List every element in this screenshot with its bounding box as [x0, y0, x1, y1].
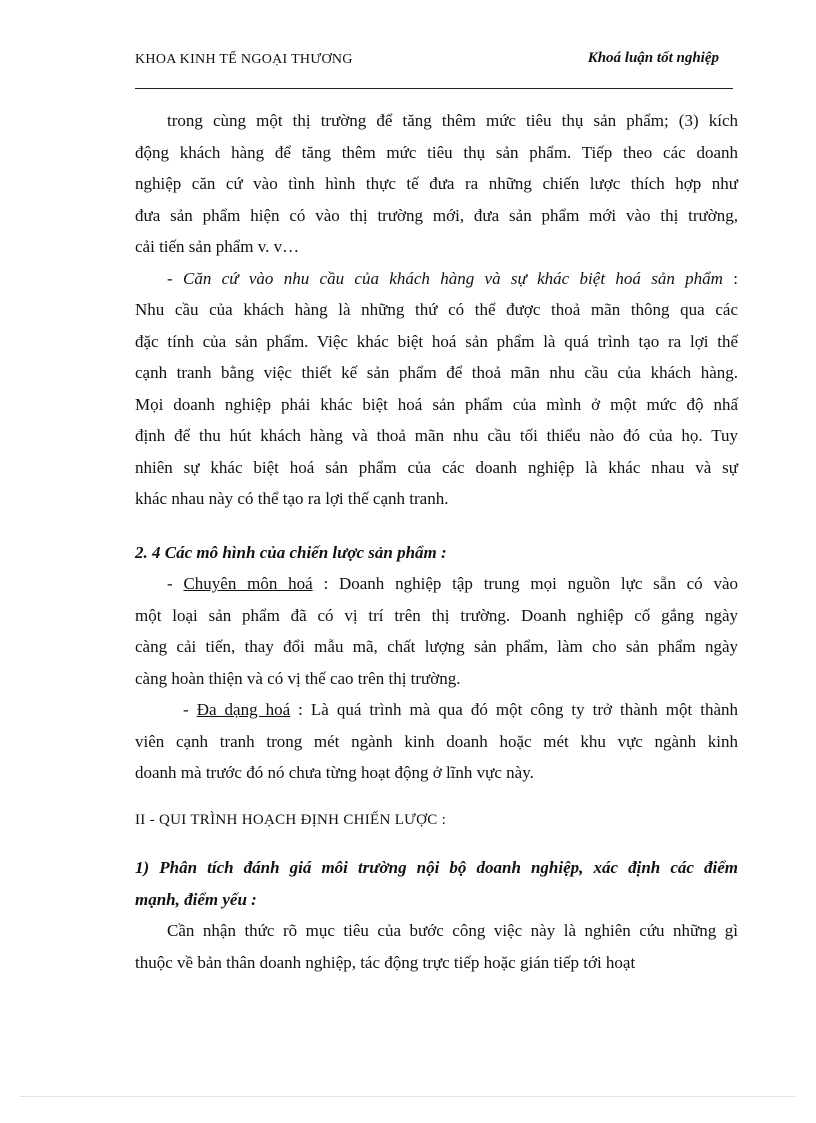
body-text — [135, 105, 738, 978]
spacer — [135, 789, 738, 805]
subsection-heading-line: mạnh, điểm yếu : — [135, 889, 257, 909]
text-line: trong cùng một thị trường để tăng thêm mức tiêu thụ sản phẩm; (3) kích — [167, 111, 738, 130]
text-line: Cần nhận thức rõ mục tiêu của bước công việc này là nghiên cứu những gì — [167, 921, 738, 940]
subsection-heading-line: 1) Phân tích đánh giá môi trường nội bộ doanh nghiệp, xác định các điểm — [135, 858, 738, 877]
term-specialization: Chuyên môn hoá — [183, 574, 313, 593]
term-diversification: Đa dạng hoá — [196, 700, 291, 719]
header-thesis-label: Khoá luận tốt nghiệp — [587, 50, 719, 66]
text-line: càng cải tiến, thay đổi mẫu mã, chất lượng sản phẩm, làm cho sản phẩm ngày — [135, 637, 738, 656]
text-line: đưa sản phẩm hiện có vào thị trường mới, đưa sản phẩm mới vào thị trường, — [135, 205, 738, 225]
section-heading-2-4: 2. 4 Các mô hình của chiến lược sản phẩm : — [135, 542, 447, 562]
page-bottom-border — [20, 1096, 796, 1097]
criterion-lead — [135, 263, 738, 295]
text-line: Mọi doanh nghiệp phải khác biệt hoá sản phẩm của mình ở một mức độ nhấ — [135, 394, 738, 414]
text-line: một loại sản phẩm đã có vị trí trên thị trường. Doanh nghiệp cố gắng ngày — [135, 605, 738, 625]
text-line: cải tiến sản phẩm v. v… — [135, 237, 300, 256]
criterion-lead-colon: : — [722, 268, 738, 288]
criterion-lead-italic: - Căn cứ vào nhu cầu của khách hàng và sự khác biệt hoá sản phẩm — [167, 268, 723, 288]
item-text: : Là quá trình mà qua đó một công ty trở thành một thành — [290, 700, 738, 719]
section-title-ii: II - QUI TRÌNH HOẠCH ĐỊNH CHIẾN LƯỢC : — [135, 811, 447, 828]
spacer — [135, 836, 738, 852]
page-header — [135, 52, 735, 76]
text-line: viên cạnh tranh trong mét ngành kinh doanh hoặc mét khu vực ngành kinh — [135, 731, 738, 751]
spacer — [135, 515, 738, 537]
item-text: : Doanh nghiệp tập trung mọi nguồn lực sẵn có vào — [312, 574, 738, 593]
item-dash: - — [167, 574, 184, 593]
text-line: Nhu cầu của khách hàng là những thứ có thể được thoả mãn thông qua các — [135, 300, 738, 319]
text-line: càng hoàn thiện và có vị thế cao trên thị trường. — [135, 668, 461, 688]
header-faculty: KHOA KINH TẾ NGOẠI THƯƠNG — [135, 52, 353, 67]
text-line: nghiệp căn cứ vào tình hình thực tế đưa ra những chiến lược thích hợp như — [135, 174, 738, 193]
header-divider — [135, 88, 733, 89]
text-line: khác nhau này có thể tạo ra lợi thế cạnh tranh. — [135, 489, 449, 508]
text-line: thuộc về bản thân doanh nghiệp, tác động trực tiếp hoặc gián tiếp tới hoạt — [135, 952, 636, 972]
text-line: cạnh tranh bằng việc thiết kế sản phẩm để thoả mãn nhu cầu của khách hàng. — [135, 363, 738, 382]
text-line: đặc tính của sản phẩm. Việc khác biệt hoá sản phẩm là quá trình tạo ra lợi thế — [135, 331, 738, 351]
model-item-specialization — [135, 568, 738, 600]
item-dash: - — [183, 700, 197, 719]
text-line: nhiên sự khác biệt hoá sản phẩm của các doanh nghiệp là khác nhau và sự — [135, 457, 738, 477]
text-line: doanh mà trước đó nó chưa từng hoạt động ở lĩnh vực này. — [135, 763, 534, 782]
text-line: định để thu hút khách hàng và thoả mãn nhu cầu tối thiểu nào đó của họ. Tuy — [135, 426, 738, 445]
text-line: động khách hàng để tăng thêm mức tiêu thụ sản phẩm. Tiếp theo các doanh — [135, 142, 738, 162]
model-item-diversification — [135, 694, 738, 726]
